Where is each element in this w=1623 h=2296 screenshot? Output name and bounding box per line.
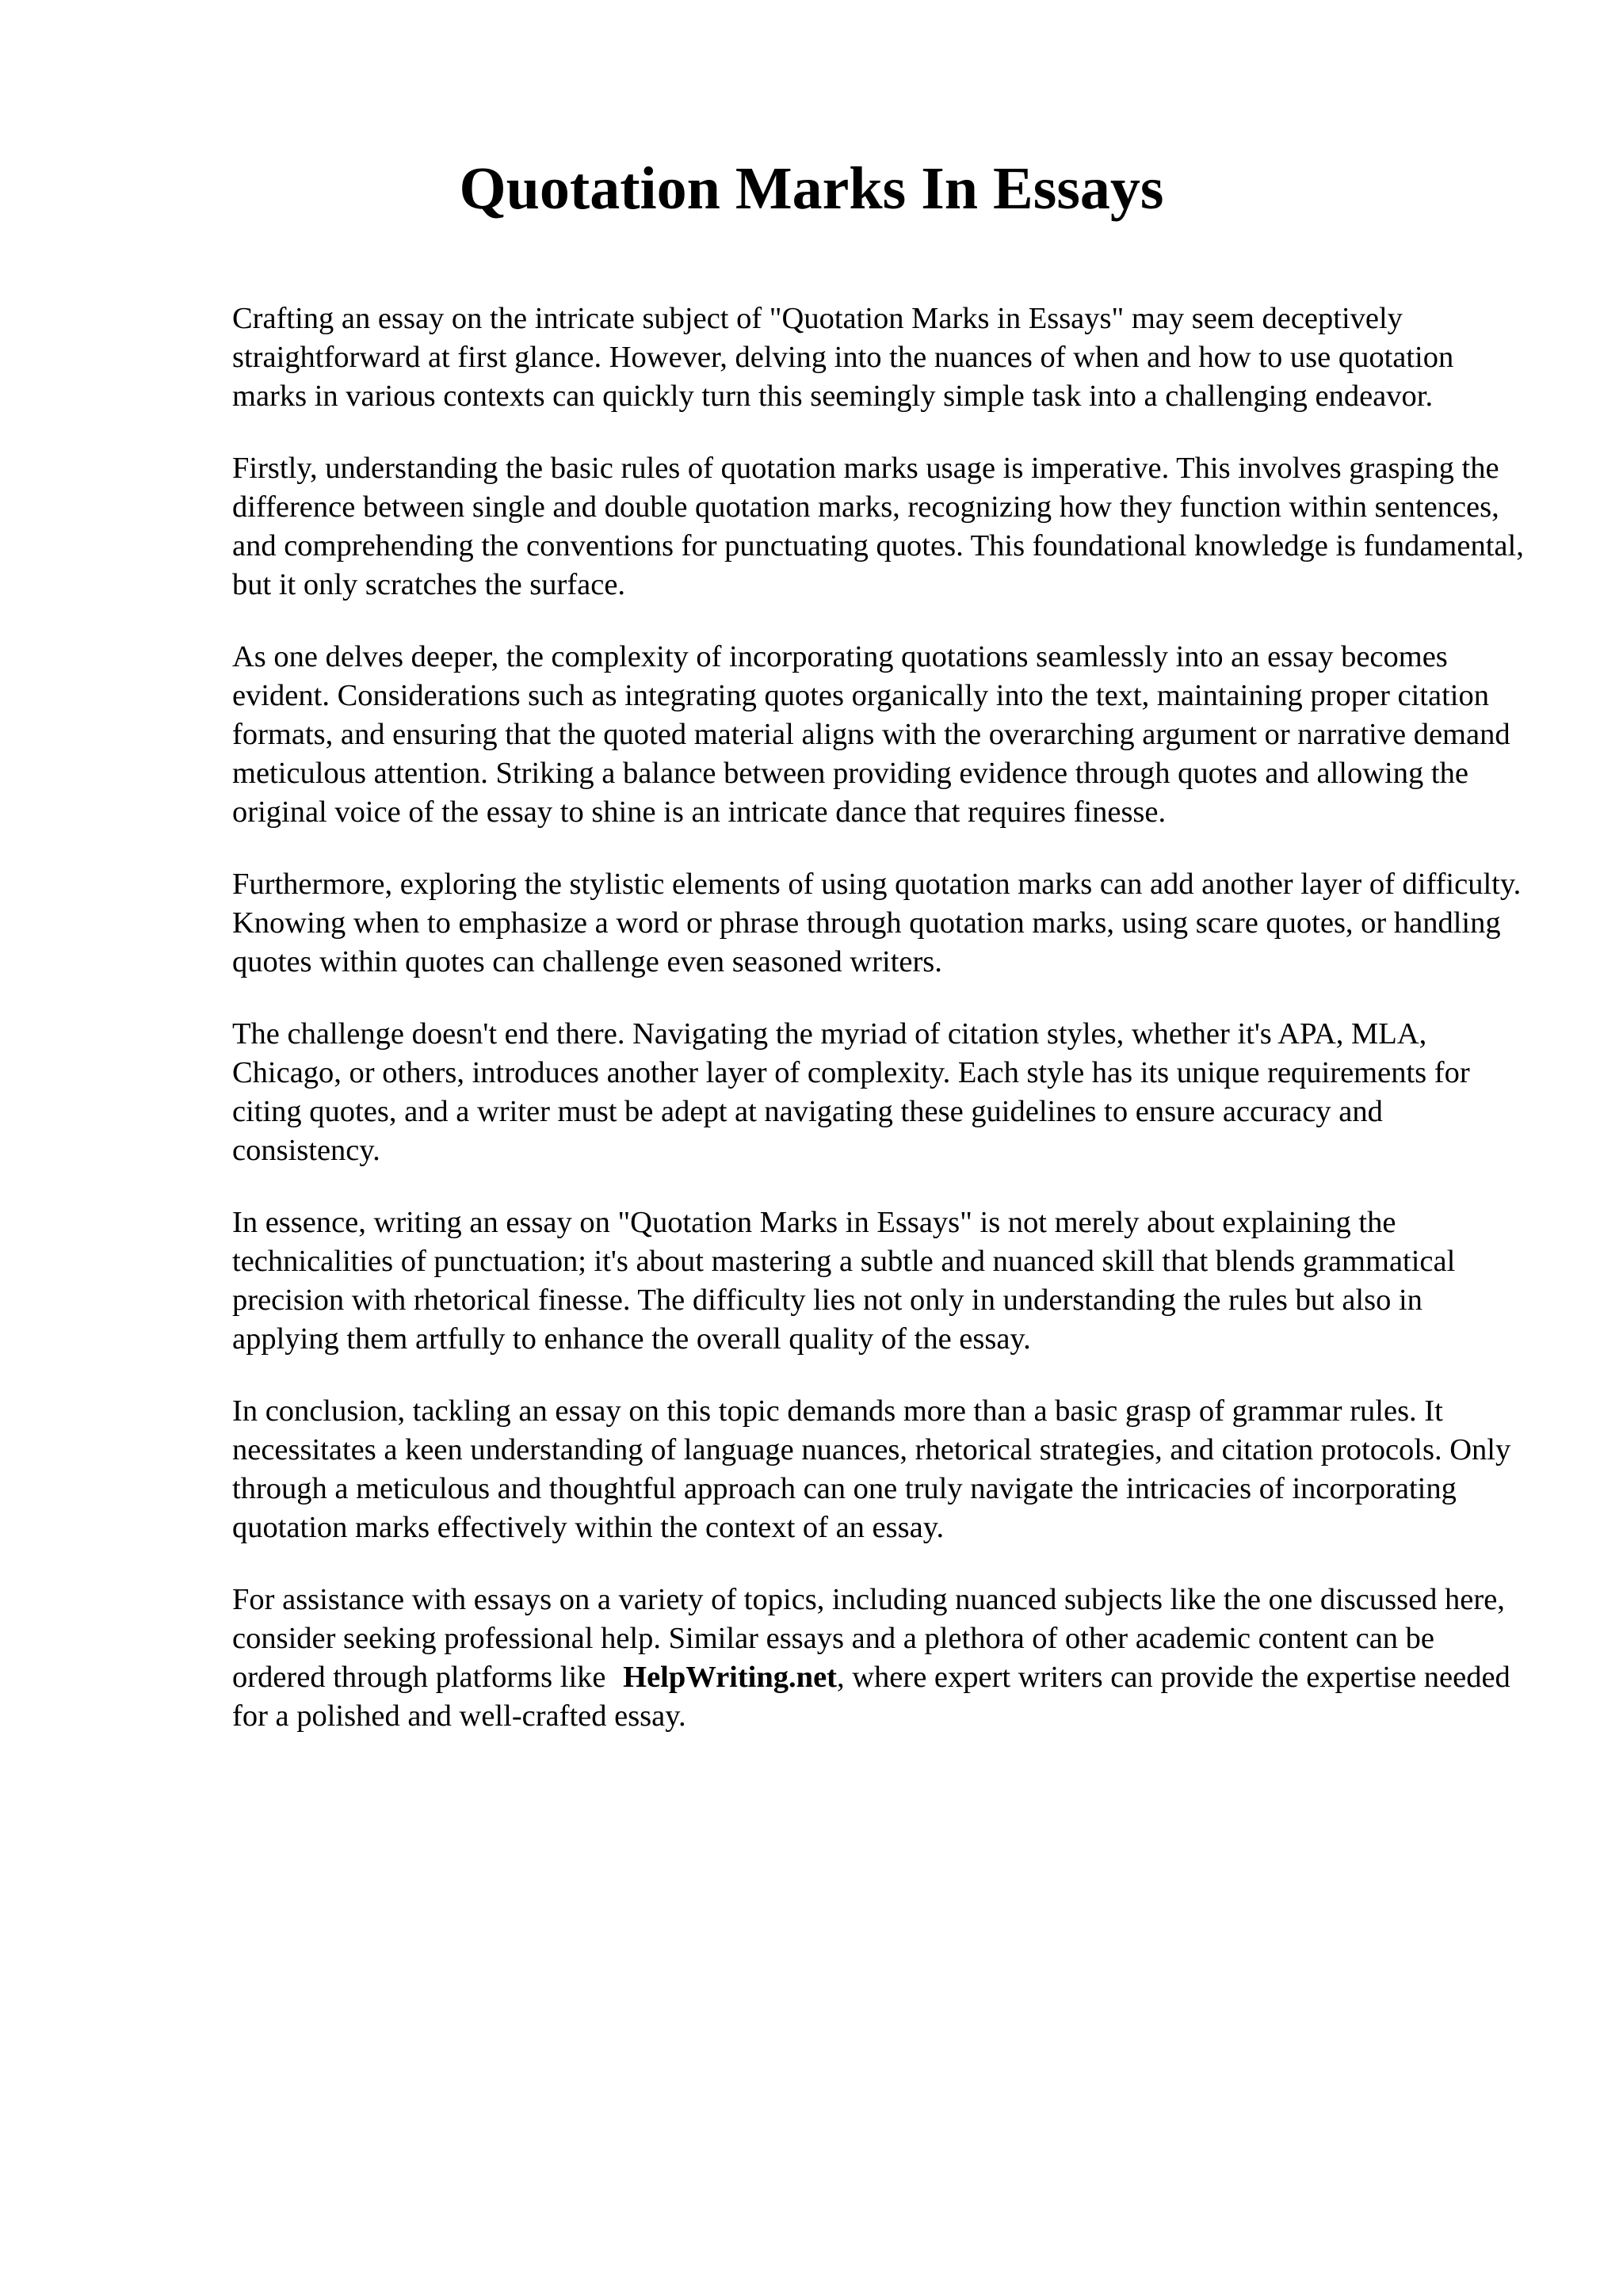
paragraph-5: The challenge doesn't end there. Navigating the myriad of citation styles, whether it's APA, MLA, Chicago, or others, introduces another layer of complexity. Each style has its unique requirements for citing quotes, and a writer must be adept at navigating these guidelines to ensure accuracy and consistency. bbox=[232, 1017, 1470, 1167]
document-body bbox=[232, 299, 1532, 1769]
closing-text-after-link: , where expert writers can provide the expertise needed for a polished and well-crafted essay. bbox=[232, 1661, 1510, 1733]
paragraph-8-closing bbox=[232, 1581, 1532, 1736]
paragraph-1: Crafting an essay on the intricate subject of "Quotation Marks in Essays" may seem deceptively straightforward at first glance. However, delving into the nuances of when and how to use quotation marks in various contexts can quickly turn this seemingly simple task into a challenging endeavor. bbox=[232, 302, 1454, 413]
paragraph-3: As one delves deeper, the complexity of incorporating quotations seamlessly into an essay becomes evident. Considerations such as integrating quotes organically into the text, maintaining proper citation formats, and ensuring that the quoted material aligns with the overarching argument or narrative demand meticulous attention. Striking a balance between providing evidence through quotes and allowing the original voice of the essay to shine is an intricate dance that requires finesse. bbox=[232, 640, 1510, 829]
paragraph-6: In essence, writing an essay on "Quotation Marks in Essays" is not merely about explaining the technicalities of punctuation; it's about mastering a subtle and nuanced skill that blends grammatical precision with rhetorical finesse. The difficulty lies not only in understanding the rules but also in applying them artfully to enhance the overall quality of the essay. bbox=[232, 1206, 1456, 1356]
helpwriting-link[interactable]: HelpWriting.net bbox=[623, 1661, 837, 1694]
paragraph-2: Firstly, understanding the basic rules of quotation marks usage is imperative. This involves grasping the difference between single and double quotation marks, recognizing how they function within sentences, and comprehending the conventions for punctuating quotes. This foundational knowledge is fundamental, but it only scratches the surface. bbox=[232, 452, 1524, 601]
paragraph-7: In conclusion, tackling an essay on this topic demands more than a basic grasp of grammar rules. It necessitates a keen understanding of language nuances, rhetorical strategies, and citation protocols. Only through a meticulous and thoughtful approach can one truly navigate the intricacies of incorporating quotation marks effectively within the context of an essay. bbox=[232, 1394, 1511, 1544]
document-title: Quotation Marks In Essays bbox=[459, 155, 1164, 222]
closing-text-before-link: For assistance with essays on a variety of topics, including nuanced subjects like the one discussed here, consider seeking professional help. Similar essays and a plethora of other academic content can be ordered through platforms like bbox=[232, 1583, 1505, 1694]
paragraph-4: Furthermore, exploring the stylistic elements of using quotation marks can add another layer of difficulty. Knowing when to emphasize a word or phrase through quotation marks, using scare quotes, or handling quotes within quotes can challenge even seasoned writers. bbox=[232, 868, 1522, 978]
